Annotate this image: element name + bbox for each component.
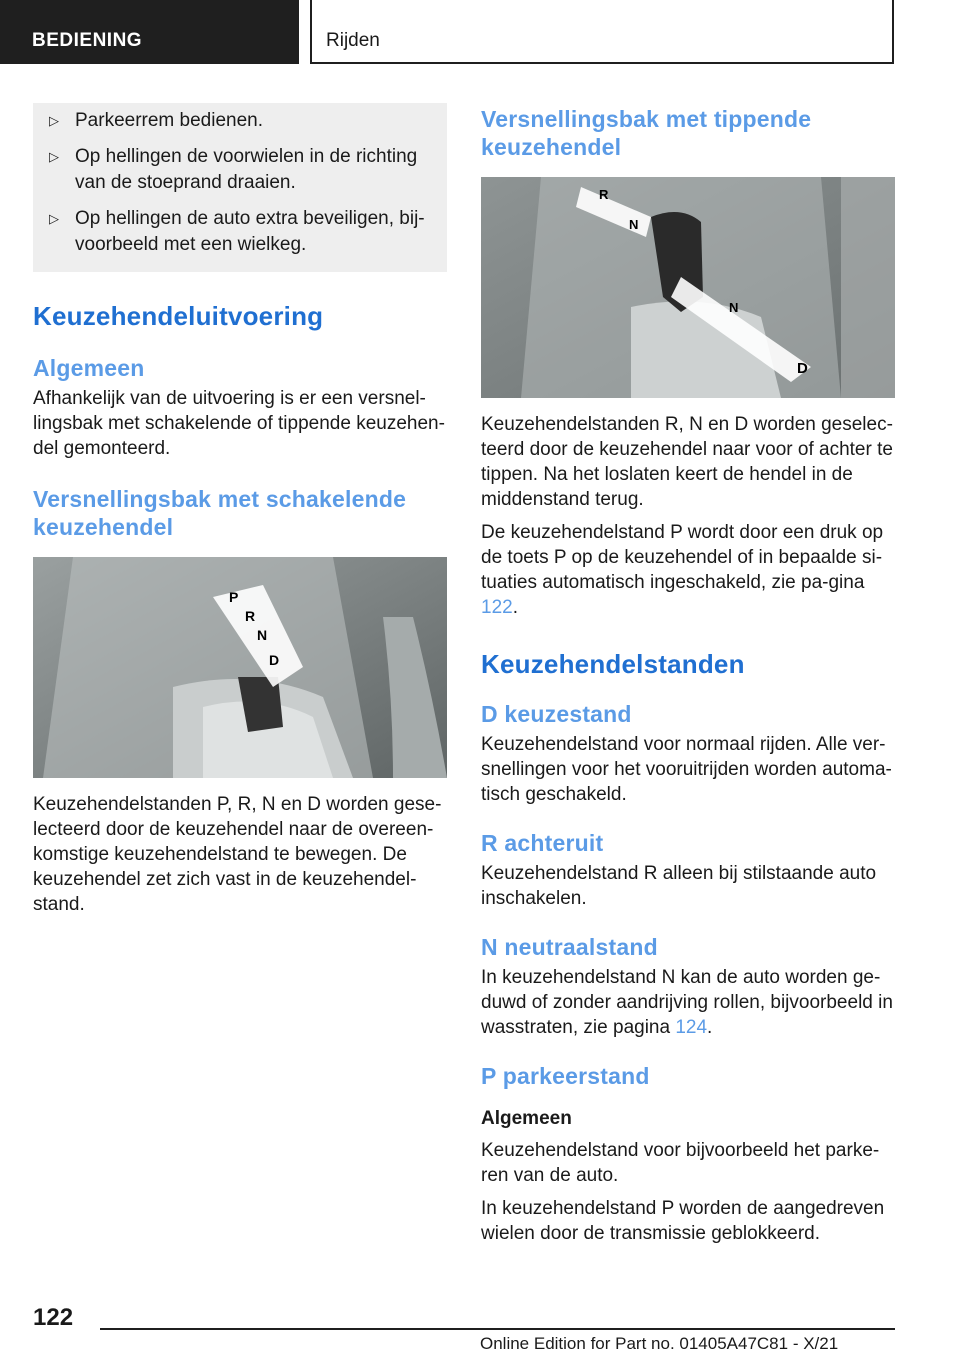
paragraph-d-position: Keuzehendelstand voor normaal rijden. Alle ver-snellingen voor het vooruitrijden worden automa-tisch geschakeld. (481, 734, 892, 805)
bullet-item: ▷ Op hellingen de auto extra beveiligen, bij-voorbeeld met een wielkeg. (49, 208, 425, 255)
footer-divider (100, 1328, 895, 1330)
fig-label-d: D (269, 652, 280, 668)
footer-edition: Online Edition for Part no. 01405A47C81 - X/21 (480, 1334, 839, 1353)
fig-label-n: N (629, 217, 639, 232)
header-chapter-title: Rijden (326, 30, 380, 51)
bullet-box (33, 103, 447, 272)
paragraph-p-1: Keuzehendelstand voor bijvoorbeeld het parke-ren van de auto. (481, 1140, 880, 1186)
heading-tip-gearbox: Versnellingsbak met tippende keuzehendel (481, 106, 812, 160)
paragraph-tip-1: Keuzehendelstanden R, N en D worden geselec-teerd door de keuzehendel naar voor of achter te tippen. Na het loslaten keert de hendel in de middenstand terug. (481, 414, 893, 510)
switching-selector-illustration (33, 557, 447, 778)
fig-label-r: R (245, 608, 256, 624)
paragraph-general: Afhankelijk van de uitvoering is er een versnel-lingsbak met schakelende of tippende keuzehen-del gemonteerd. (33, 388, 445, 459)
triangle-bullet-icon: ▷ (49, 149, 59, 164)
header-chapter-tab (310, 0, 894, 64)
fig-label-p: P (229, 589, 239, 605)
triangle-bullet-icon: ▷ (49, 211, 59, 226)
tip-selector-illustration (481, 177, 895, 398)
bullet-item: ▷ Op hellingen de voorwielen in de richting van de stoeprand draaien. (49, 146, 418, 193)
header-section-title: BEDIENING (32, 30, 143, 51)
triangle-bullet-icon: ▷ (49, 113, 59, 128)
heading-d-position: D keuzestand (481, 701, 632, 727)
fig-label-n: N (257, 627, 268, 643)
paragraph-tip-2: De keuzehendelstand P wordt door een druk op de toets P op de keuzehendel of in bepaalde si-tuaties automatisch ingeschakeld, zie pa-gina 122. (481, 522, 884, 618)
heading-switching-gearbox: Versnellingsbak met schakelende keuzehendel (33, 486, 407, 540)
paragraph-switching: Keuzehendelstanden P, R, N en D worden gese-lecteerd door de keuzehendel naar de overeen-komstige keuzehendelstand te bewegen. De keuzehendel zet zich vast in de keuzehendel-stand. (33, 794, 442, 915)
fig-label-r: R (599, 187, 609, 202)
subheading-general: Algemeen (481, 1108, 572, 1129)
paragraph-r-position: Keuzehendelstand R alleen bij stilstaande auto inschakelen. (481, 863, 877, 909)
right-column (481, 103, 895, 1246)
bullet-item: ▷ Parkeerrem bedienen. (33, 108, 447, 134)
fig-label-d: D (797, 360, 808, 377)
heading-selector-version: Keuzehendeluitvoering (33, 301, 324, 331)
figure-tip-selector (481, 177, 895, 398)
page-link-124[interactable]: 124 (675, 1017, 708, 1038)
heading-r-position: R achteruit (481, 830, 604, 856)
paragraph-p-2: In keuzehendelstand P worden de aangedreven wielen door de transmissie geblokkeerd. (481, 1198, 885, 1244)
left-column (33, 103, 447, 917)
heading-n-position: N neutraalstand (481, 934, 658, 960)
page-link-122[interactable]: 122 (481, 597, 513, 618)
fig-label-n: N (729, 300, 739, 315)
figure-switching-selector (33, 557, 447, 778)
paragraph-n-position: In keuzehendelstand N kan de auto worden ge-duwd of zonder aandrijving rollen, bijvoorbeeld in wasstraten, zie pagina 124. (481, 967, 893, 1038)
heading-p-position: P parkeerstand (481, 1063, 650, 1089)
header-section-tab (0, 0, 299, 64)
heading-selector-positions: Keuzehendelstanden (481, 649, 745, 679)
heading-general: Algemeen (33, 355, 145, 381)
page-number: 122 (33, 1304, 74, 1331)
